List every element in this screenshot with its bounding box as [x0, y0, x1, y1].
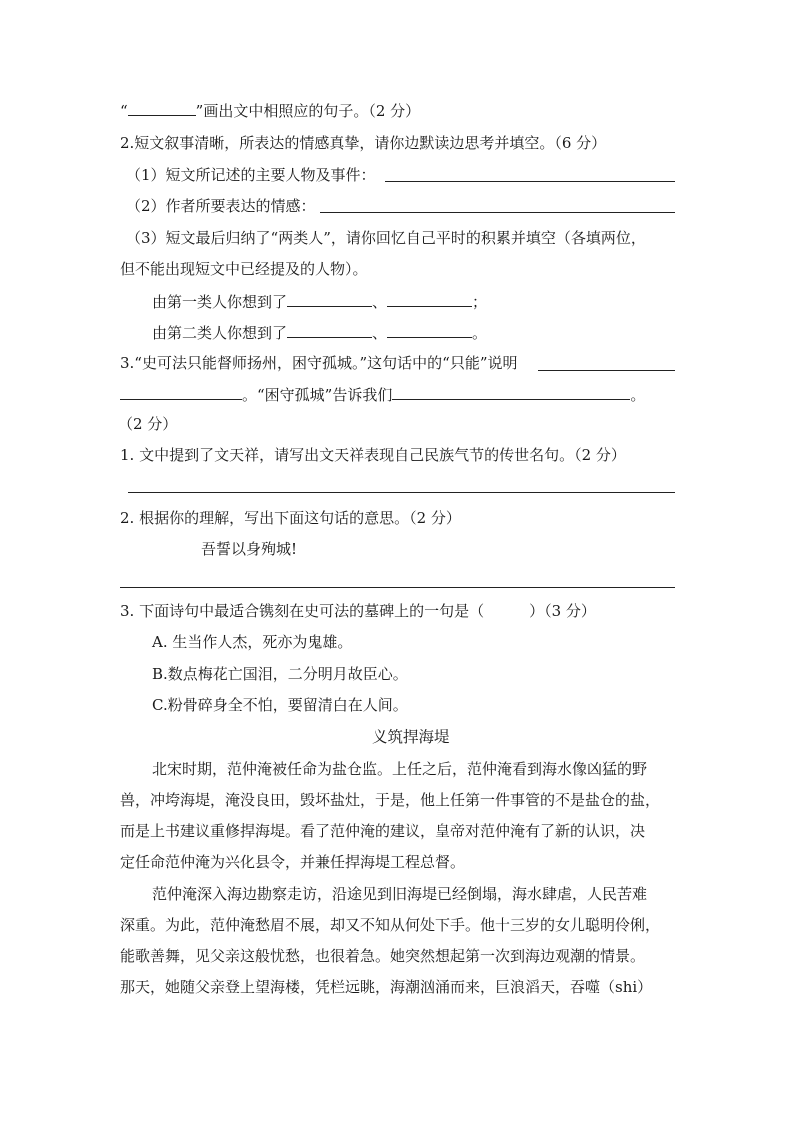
- separator: 、: [372, 324, 388, 342]
- q3-text-b: 。“困守孤城”告诉我们: [242, 386, 393, 404]
- passage-line: 兽，冲垮海堤，淹没良田，毁坏盐灶，于是，他上任第一件事管的不是盐仓的盐，: [120, 791, 661, 809]
- s2-answer-line[interactable]: [120, 587, 675, 588]
- q3-answer-blank-3[interactable]: [392, 383, 630, 400]
- q3-answer-line-1[interactable]: [538, 370, 675, 371]
- passage-line: 深重。为此，范仲淹愁眉不展，却又不知从何处下手。他十三岁的女儿聪明伶俐，: [120, 916, 661, 934]
- s3-question: 3. 下面诗句中最适合镌刻在史可法的墓碑上的一句是（ ）（3 分）: [120, 602, 596, 620]
- q2-category2-blank-2[interactable]: [387, 321, 472, 338]
- q3-text-a: 3.“史可法只能督师扬州，困守孤城。”这句话中的“只能”说明: [120, 354, 518, 372]
- passage-line: 范仲淹深入海边勘察走访，沿途见到旧海堤已经倒塌，海水肆虐，人民苦难: [152, 885, 648, 903]
- q3-line-b: [120, 383, 645, 406]
- passage-line: 而是上书建议重修捍海堤。看了范仲淹的建议，皇帝对范仲淹有了新的认识，决: [120, 822, 646, 840]
- q2-part1: [126, 164, 376, 186]
- separator: 、: [372, 293, 388, 311]
- q2-title: 2.短文叙事清晰，所表达的情感真挚，请你边默读边思考并填空。（6 分）: [120, 134, 607, 152]
- s2-quote: 吾誓以身殉城!: [201, 540, 298, 558]
- period: 。: [630, 386, 646, 404]
- q2-part2: [126, 195, 316, 217]
- q2-category2-label: 由第二类人你想到了: [152, 324, 288, 342]
- q2-category2-blank-1[interactable]: [287, 321, 372, 338]
- q2-part1-answer-line[interactable]: [385, 181, 675, 182]
- q2-category1-label: 由第一类人你想到了: [152, 293, 288, 311]
- q2-part3-line-a: （3）短文最后归纳了“两类人”，请你回忆自己平时的积累并填空（各填两位，: [126, 229, 646, 247]
- q2-category1-line: [152, 290, 487, 313]
- q1-text: ”画出文中相照应的句子。（2 分）: [195, 102, 421, 120]
- q2-part1-label: （1）短文所记述的主要人物及事件：: [126, 166, 376, 184]
- passage-line: 定任命范仲淹为兴化县令，并兼任捍海堤工程总督。: [120, 853, 466, 871]
- semicolon: ；: [472, 293, 488, 311]
- q2-part2-label: （2）作者所要表达的情感：: [126, 197, 316, 215]
- s2-question: 2. 根据你的理解，写出下面这句话的意思。（2 分）: [120, 509, 461, 527]
- q3-line-a: [120, 352, 518, 374]
- q2-part3-line-b: 但不能出现短文中已经提及的人物）。: [120, 260, 368, 278]
- q2-category1-blank-2[interactable]: [387, 290, 472, 307]
- passage-title: 义筑捍海堤: [372, 728, 450, 746]
- q1-answer-blank[interactable]: [128, 99, 196, 116]
- s1-answer-line[interactable]: [128, 492, 675, 493]
- q3-score: （2 分）: [118, 415, 178, 433]
- q2-part2-answer-line[interactable]: [320, 212, 675, 213]
- q3-answer-blank-2[interactable]: [120, 383, 242, 400]
- s3-option-c[interactable]: C.粉骨碎身全不怕，要留清白在人间。: [152, 696, 408, 714]
- q1-open-quote: “: [120, 102, 128, 120]
- passage-line: 能歌善舞，见父亲这般忧愁，也很着急。她突然想起第一次到海边观潮的情景。: [120, 947, 646, 965]
- q2-category1-blank-1[interactable]: [287, 290, 372, 307]
- s1-question: 1. 文中提到了文天祥，请写出文天祥表现自己民族气节的传世名句。（2 分）: [120, 446, 626, 464]
- s3-option-b[interactable]: B.数点梅花亡国泪，二分明月故臣心。: [152, 665, 408, 683]
- period: 。: [472, 324, 488, 342]
- passage-line: 那天，她随父亲登上望海楼，凭栏远眺，海潮汹涌而来，巨浪滔天，吞噬（shi）: [120, 978, 653, 996]
- q1-line: [120, 99, 420, 122]
- q2-category2-line: [152, 321, 487, 344]
- s3-option-a[interactable]: A. 生当作人杰，死亦为鬼雄。: [152, 633, 353, 651]
- passage-line: 北宋时期，范仲淹被任命为盐仓监。上任之后，范仲淹看到海水像凶猛的野: [152, 760, 648, 778]
